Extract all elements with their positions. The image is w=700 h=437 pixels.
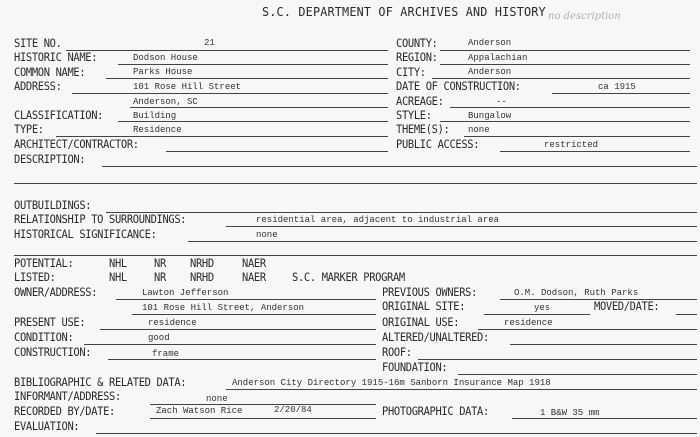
date-of-construction-value: ca 1915 (598, 82, 636, 92)
listed-sc-marker: S.C. MARKER PROGRAM (292, 271, 405, 284)
classification-value: Building (133, 111, 177, 121)
listed-label: LISTED: (14, 271, 56, 284)
outbuildings-line (106, 212, 697, 213)
recorded-by-label: RECORDED BY/DATE: (14, 405, 115, 418)
construction-value: frame (152, 349, 180, 359)
owner-address-label: OWNER/ADDRESS: (14, 286, 98, 299)
condition-label: CONDITION: (14, 331, 74, 344)
original-use-value: residence (504, 318, 553, 328)
acreage-label: ACREAGE: (396, 95, 444, 108)
historic-name-value: Dodson House (133, 53, 198, 63)
address-line1 (72, 93, 388, 94)
public-access-value: restricted (544, 140, 599, 150)
roof-line (418, 359, 697, 360)
public-access-label: PUBLIC ACCESS: (396, 138, 480, 151)
themes-line (464, 136, 690, 137)
condition-line (84, 344, 376, 345)
type-value: Residence (133, 125, 182, 135)
owner-line2-value: 101 Rose Hill Street, Anderson (142, 303, 305, 313)
architect-label: ARCHITECT/CONTRACTOR: (14, 138, 139, 151)
listed-nrhd: NRHD (190, 271, 214, 284)
moved-date-label: MOVED/DATE: (594, 300, 660, 313)
previous-owners-label: PREVIOUS OWNERS: (382, 286, 478, 299)
bibliographic-label: BIBLIOGRAPHIC & RELATED DATA: (14, 376, 187, 389)
foundation-label: FOUNDATION: (382, 361, 448, 374)
section-divider (14, 255, 697, 256)
listed-nhl: NHL (109, 271, 127, 284)
relationship-line (226, 226, 697, 227)
date-of-construction-label: DATE OF CONSTRUCTION: (396, 80, 521, 93)
present-use-line (100, 329, 376, 330)
style-line (440, 121, 690, 122)
original-use-line (478, 329, 697, 330)
handwritten-note: no description (548, 11, 621, 22)
evaluation-line (96, 433, 697, 434)
historical-significance-value: none (256, 230, 278, 240)
altered-label: ALTERED/UNALTERED: (382, 331, 489, 344)
owner-line1-value: Lawton Jefferson (142, 288, 229, 298)
relationship-value: residential area, adjacent to industrial area (256, 215, 500, 225)
date-of-construction-line (552, 93, 690, 94)
construction-label: CONSTRUCTION: (14, 346, 92, 359)
potential-label: POTENTIAL: (14, 257, 74, 270)
type-label: TYPE: (14, 123, 44, 136)
informant-line (150, 404, 376, 405)
owner-line2 (132, 314, 376, 315)
listed-nr: NR (154, 271, 166, 284)
recorded-by-line (150, 418, 376, 419)
acreage-line (450, 107, 690, 108)
listed-naer: NAER (242, 271, 266, 284)
bibliographic-value: Anderson City Directory 1915-16m Sanborn Insurance Map 1918 (232, 378, 551, 388)
common-name-line (106, 78, 388, 79)
previous-owners-value: O.M. Dodson, Ruth Parks (514, 288, 639, 298)
foundation-line (458, 374, 697, 375)
style-value: Bungalow (468, 111, 512, 121)
description-line1 (102, 166, 697, 167)
potential-nr: NR (154, 257, 166, 270)
original-site-value: yes (534, 303, 551, 313)
informant-label: INFORMANT/ADDRESS: (14, 390, 121, 403)
city-label: CITY: (396, 66, 426, 79)
themes-value: none (468, 125, 490, 135)
historic-name-line (118, 64, 388, 65)
original-use-label: ORIGINAL USE: (382, 316, 460, 329)
type-line (56, 136, 388, 137)
address-line2-value: Anderson, SC (133, 97, 198, 107)
region-line (440, 64, 690, 65)
architect-line (166, 151, 388, 152)
original-site-line (484, 314, 590, 315)
informant-value: none (206, 394, 228, 404)
city-line (432, 78, 690, 79)
common-name-label: COMMON NAME: (14, 66, 86, 79)
themes-label: THEME(S): (396, 123, 450, 136)
site-no-line (66, 50, 388, 51)
photographic-value: 1 B&W 35 mm (540, 408, 600, 418)
address-label: ADDRESS: (14, 80, 62, 93)
address-line2 (130, 107, 388, 108)
region-value: Appalachian (468, 53, 528, 63)
owner-line1 (116, 299, 376, 300)
style-label: STYLE: (396, 109, 432, 122)
present-use-value: residence (148, 318, 197, 328)
address-line1-value: 101 Rose Hill Street (133, 82, 242, 92)
moved-date-line (676, 314, 697, 315)
historic-name-label: HISTORIC NAME: (14, 51, 98, 64)
bibliographic-line (226, 389, 697, 390)
recorded-date-value: 2/20/84 (274, 405, 312, 415)
form-title: S.C. DEPARTMENT OF ARCHIVES AND HISTORY (262, 4, 546, 19)
site-no-value: 21 (204, 38, 215, 48)
acreage-value: -- (496, 97, 507, 107)
potential-naer: NAER (242, 257, 266, 270)
relationship-label: RELATIONSHIP TO SURROUNDINGS: (14, 213, 187, 226)
evaluation-label: EVALUATION: (14, 420, 80, 433)
city-value: Anderson (468, 67, 512, 77)
altered-line (510, 344, 697, 345)
potential-nrhd: NRHD (190, 257, 214, 270)
potential-nhl: NHL (109, 257, 127, 270)
present-use-label: PRESENT USE: (14, 316, 86, 329)
common-name-value: Parks House (133, 67, 193, 77)
description-label: DESCRIPTION: (14, 153, 86, 166)
region-label: REGION: (396, 51, 438, 64)
public-access-line (500, 151, 690, 152)
county-label: COUNTY: (396, 37, 438, 50)
county-value: Anderson (468, 38, 512, 48)
photographic-label: PHOTOGRAPHIC DATA: (382, 405, 489, 418)
construction-line (108, 359, 376, 360)
original-site-label: ORIGINAL SITE: (382, 300, 466, 313)
site-no-label: SITE NO. (14, 37, 62, 50)
recorded-by-value: Zach Watson Rice (156, 406, 243, 416)
outbuildings-label: OUTBUILDINGS: (14, 199, 92, 212)
county-line (440, 50, 690, 51)
photographic-line (512, 418, 697, 419)
roof-label: ROOF: (382, 346, 412, 359)
condition-value: good (148, 333, 170, 343)
historical-significance-line (188, 241, 697, 242)
description-line2 (14, 183, 697, 184)
classification-line (118, 121, 388, 122)
classification-label: CLASSIFICATION: (14, 109, 104, 122)
historical-significance-label: HISTORICAL SIGNIFICANCE: (14, 228, 157, 241)
